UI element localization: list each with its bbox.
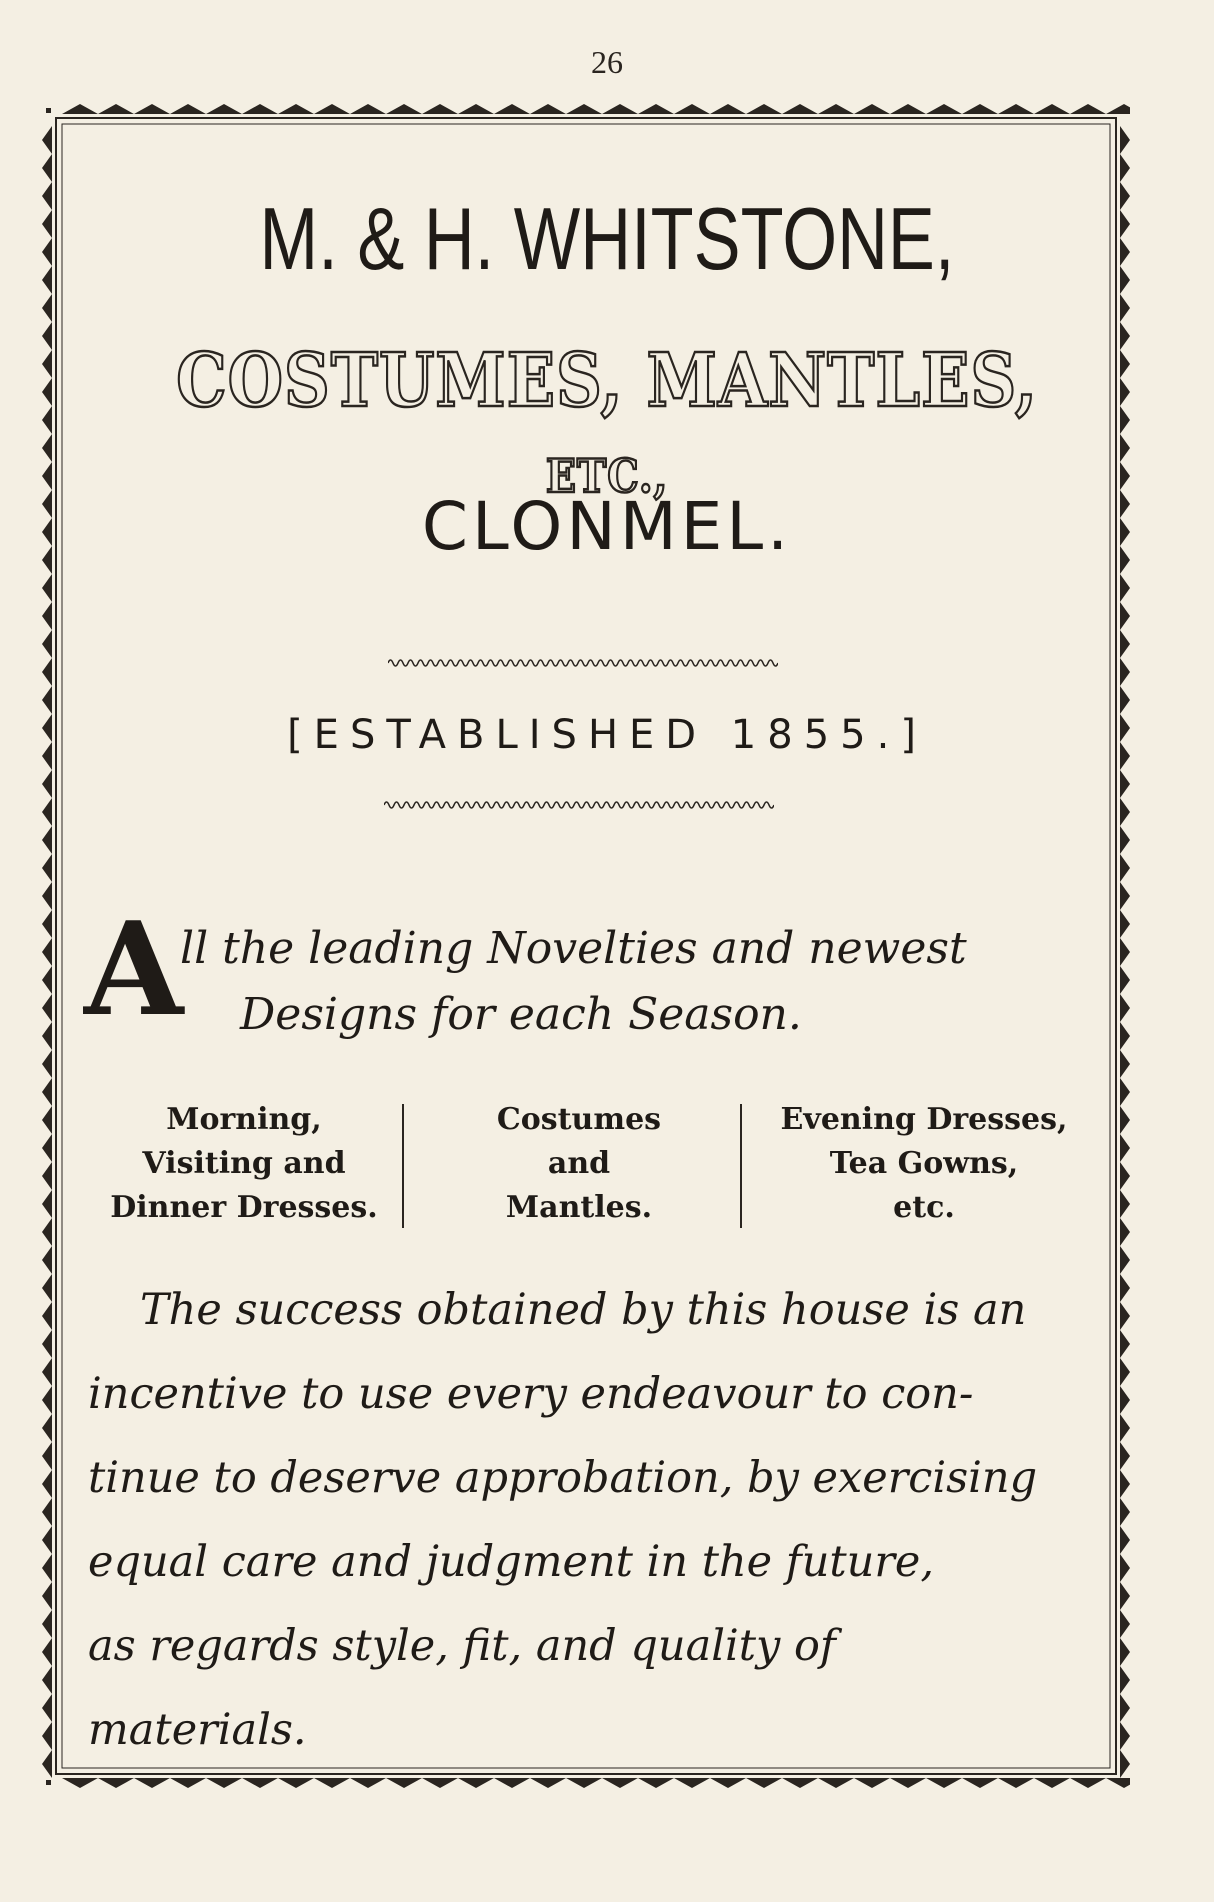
offerings-columns <box>94 1098 1094 1228</box>
column-line: Mantles. <box>505 1190 653 1225</box>
intro-line-2: Designs for each Season. <box>240 989 802 1040</box>
column-line: Morning, <box>166 1102 322 1137</box>
wavy-rule-top <box>388 656 778 670</box>
paragraph-line: materials. <box>88 1705 307 1755</box>
column-line: Evening Dresses, <box>780 1102 1068 1137</box>
column-divider <box>740 1104 742 1228</box>
column-line: Costumes <box>496 1102 662 1137</box>
column-line: Tea Gowns, <box>829 1146 1019 1181</box>
wavy-rule-bottom <box>384 798 774 812</box>
column-line: and <box>547 1146 611 1181</box>
firm-name: M. & H. WHITSTONE, <box>259 189 955 288</box>
column-dresses <box>94 1098 394 1230</box>
paragraph-line: tinue to deserve approbation, by exercising <box>88 1453 1038 1503</box>
town-name: CLONMEL. <box>421 488 793 565</box>
trade-etc: ETC., <box>545 449 669 503</box>
column-line: Dinner Dresses. <box>110 1190 378 1225</box>
established-line: [ESTABLISHED 1855.] <box>287 712 927 758</box>
paragraph-line: The success obtained by this house is an <box>140 1285 1027 1335</box>
column-line: Visiting and <box>142 1146 346 1181</box>
drop-cap: A <box>84 895 184 1045</box>
column-costumes <box>424 1098 734 1230</box>
paragraph-line: incentive to use every endeavour to con- <box>88 1369 974 1419</box>
intro-line-1: ll the leading Novelties and newest <box>180 923 967 974</box>
paragraph-line: equal care and judgment in the future, <box>88 1537 935 1587</box>
trade-main: COSTUMES, MANTLES, <box>176 338 1038 424</box>
trade-heading <box>137 338 1078 510</box>
body-paragraph <box>88 1268 1088 1772</box>
page-number: 26 <box>591 44 623 80</box>
column-line: etc. <box>893 1190 955 1225</box>
column-divider <box>402 1104 404 1228</box>
paragraph-line: as regards style, fit, and quality of <box>88 1621 836 1671</box>
column-evening <box>754 1098 1094 1230</box>
